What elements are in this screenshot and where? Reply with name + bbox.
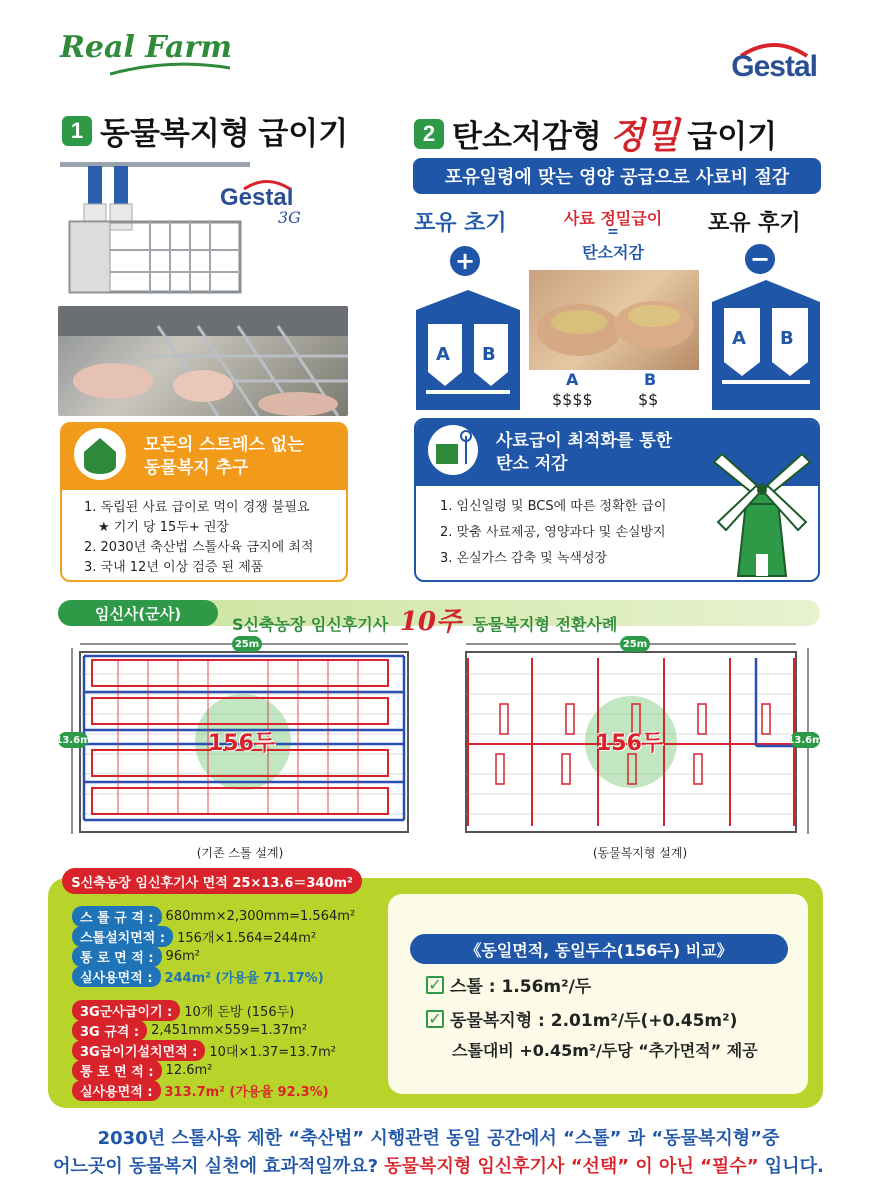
spec-3g-tag-1: 3G군사급이기 :: [72, 1000, 180, 1021]
silo-right-a: A: [732, 328, 746, 349]
compare-line-2: [426, 1006, 737, 1031]
center-line2: 탄소저감: [582, 243, 644, 262]
price-a-label: A: [566, 370, 579, 389]
spec-3g-row-2: [72, 1020, 307, 1041]
compare-line-3: [452, 1038, 758, 1061]
section2-title-post: 급이기: [687, 119, 778, 154]
center-line1: 사료 정밀급이: [563, 209, 663, 228]
silo-left-a: A: [436, 344, 450, 365]
minus-icon: −: [745, 244, 775, 274]
card2-title-line1: 사료급이 최적화를 통한: [496, 431, 673, 452]
spec-stall-row-1: [72, 906, 355, 927]
spec-header: S신축농장 임신후기사 면적 25×13.6＝340m²: [62, 868, 362, 894]
plan-welfare-width: 25m: [620, 636, 650, 652]
spec-stall-row-4: [72, 966, 324, 987]
section2-banner: 포유일령에 맞는 영양 공급으로 사료비 절감: [413, 158, 821, 194]
section1-title: [62, 108, 348, 153]
section2-title: [414, 108, 777, 159]
gestal-logo: Gestal: [731, 50, 817, 83]
check-icon: ✓: [426, 1010, 444, 1028]
spec-3g-highlight-5: 313.7m² (가용율 92.3%): [164, 1085, 329, 1100]
card1-title-line2: 동물복지 추구: [144, 458, 249, 478]
spec-3g-value-3: 10대×1.37=13.7m²: [209, 1045, 337, 1060]
silo-right: [712, 280, 820, 410]
silo-right-b: B: [780, 328, 794, 349]
card1-item-1: 1. 독립된 사료 급이로 먹이 경쟁 불필요: [84, 500, 310, 515]
windmill-icon: [712, 450, 812, 578]
spec-stall-tag-2: 스톨설치면적 :: [72, 926, 173, 947]
spec-stall-tag-3: 통 로 면 적 :: [72, 946, 162, 967]
spec-stall-row-3: [72, 946, 200, 967]
spec-stall-tag-1: 스 톨 규 격 :: [72, 906, 162, 927]
silo-left: [416, 290, 520, 410]
spec-stall-value-2: 156개×1.564=244m²: [177, 931, 317, 946]
plan-welfare-height: 13.6m: [790, 732, 820, 748]
spec-3g-tag-3: 3G급이기설치면적 :: [72, 1040, 205, 1061]
spec-stall-value-3: 96m²: [165, 949, 200, 964]
compare-line-1: [426, 972, 591, 997]
plan-welfare-count: 156두: [596, 731, 664, 756]
case-strip-text: [232, 601, 617, 638]
center-eq: =: [607, 224, 619, 240]
plan-welfare-caption: (동물복지형 설계): [592, 846, 688, 860]
price-a-value: $$$$: [552, 390, 593, 409]
spec-3g-tag-4: 통 로 면 적 :: [72, 1060, 162, 1081]
plus-icon: +: [450, 246, 480, 276]
price-b-value: $$: [638, 390, 659, 409]
spec-stall-row-2: [72, 926, 316, 947]
case-text-post: 동물복지형 전환사례: [472, 615, 618, 634]
footer-line-2: [0, 1152, 877, 1178]
section2-title-cursive: 정밀: [609, 115, 680, 157]
case-text-cursive: 10주: [399, 607, 462, 637]
compare-line-1-text: 스톨 : 1.56m²/두: [450, 977, 592, 997]
feed-in-hands-image: [529, 270, 699, 370]
spec-3g-row-1: [72, 1000, 294, 1021]
stage-early-label: 포유 초기: [414, 211, 507, 236]
footer-line-2-post: 입니다.: [758, 1156, 824, 1177]
card2-item-1: 1. 임신일령 및 BCS에 따른 정확한 급이: [440, 499, 667, 514]
card1-list: [62, 490, 346, 582]
plan-stall: [55, 634, 418, 844]
case-text-pre: S신축농장 임신후기사: [232, 615, 389, 634]
section1-number: 1: [62, 116, 92, 146]
spec-stall-highlight-4: 244m² (가용율 71.17%): [164, 971, 324, 986]
feeder-machine-image: [60, 160, 350, 300]
plan-stall-caption: (기존 스톨 설계): [196, 846, 284, 860]
price-b-label: B: [644, 370, 657, 389]
card1-title-line1: 모돈의 스트레스 없는: [144, 435, 304, 456]
spec-stall-value-1: 680mm×2,300mm=1.564m²: [165, 909, 356, 924]
farm-pig-icon: [70, 428, 130, 480]
gestal-3g-arc-icon: [242, 178, 292, 190]
card2-item-3: 3. 온실가스 감축 및 녹색성장: [440, 551, 608, 566]
card2-title-line2: 탄소 저감: [496, 454, 568, 474]
compare-title: 《동일면적, 동일두수(156두) 비교》: [410, 934, 788, 964]
gestal-3g-sub: 3G: [278, 208, 301, 227]
card1-item-3: 2. 2030년 축산법 스톨사육 금지에 최적: [84, 540, 314, 556]
realfarm-logo: Real Farm: [60, 30, 232, 65]
section2-number: 2: [414, 119, 444, 149]
spec-stall-tag-4: 실사용면적 :: [72, 966, 161, 987]
card1-item-2: ★ 기기 당 15두+ 권장: [98, 520, 229, 536]
section1-title-text: 동물복지형 급이기: [100, 116, 349, 151]
footer-line-2-pre: 어느곳이 동물복지 실천에 효과적일까요?: [53, 1156, 385, 1177]
silo-right-icon: [712, 280, 820, 410]
compare-line-3-text: 스톨대비 +0.45m²/두당 “추가면적” 제공: [452, 1041, 758, 1060]
stage-late-label: 포유 후기: [708, 211, 801, 236]
section2-title-pre: 탄소저감형: [452, 119, 602, 154]
footer-line-1: 2030년 스톨사육 제한 “축산법” 시행관련 동일 공간에서 “스톨” 과 “동물복지형”중: [97, 1128, 780, 1149]
spec-3g-value-4: 12.6m²: [165, 1063, 213, 1078]
spec-3g-row-4: [72, 1060, 212, 1081]
spec-3g-tag-2: 3G 규격 :: [72, 1020, 147, 1041]
spec-3g-value-1: 10개 돈방 (156두): [184, 1005, 295, 1020]
silo-left-b: B: [482, 344, 496, 365]
silo-left-icon: [416, 290, 520, 410]
plan-stall-height: 13.6m: [58, 732, 88, 748]
card2-item-2: 2. 맞춤 사료제공, 영양과다 및 손실방지: [440, 525, 666, 540]
plan-stall-count: 156두: [208, 731, 276, 756]
plan-stall-width: 25m: [232, 636, 262, 652]
spec-3g-tag-5: 실사용면적 :: [72, 1080, 161, 1101]
spec-3g-value-2: 2,451mm×559=1.37m²: [151, 1023, 308, 1038]
plan-welfare: [456, 634, 822, 844]
gestal-3g-logo: Gestal: [220, 184, 294, 211]
card1-item-4: 3. 국내 12년 이상 검증 된 제품: [84, 560, 264, 576]
footer-line-2-red: 동물복지형 임신후기사 “선택” 이 아닌 “필수”: [384, 1156, 759, 1177]
spec-3g-row-5: [72, 1080, 329, 1101]
case-pill: 임신사(군사): [58, 600, 218, 626]
green-farm-icon: [424, 424, 482, 476]
realfarm-swoosh-icon: [110, 62, 230, 76]
compare-line-2-text: 동물복지형 : 2.01m²/두(+0.45m²): [450, 1011, 738, 1031]
pig-barn-image: [58, 306, 348, 416]
check-icon: ✓: [426, 976, 444, 994]
spec-3g-row-3: [72, 1040, 336, 1061]
